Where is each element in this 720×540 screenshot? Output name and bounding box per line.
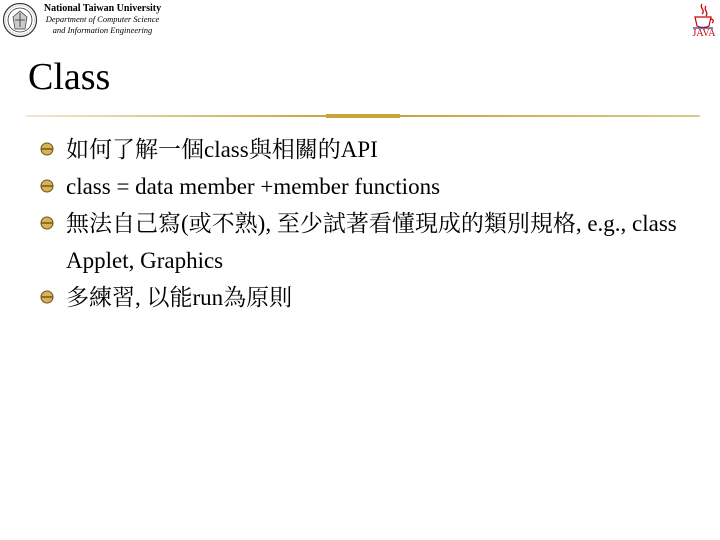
bullet-text: 多練習, 以能run為原則	[66, 285, 293, 310]
department-line-2: and Information Engineering	[52, 25, 153, 35]
bullet-text: 如何了解一個class與相關的API	[66, 137, 378, 162]
institution-header	[40, 3, 165, 36]
bullet-text: class = data member +member functions	[66, 174, 441, 199]
bullet-item-read-specs	[40, 205, 710, 279]
university-seal-icon	[2, 2, 38, 38]
bullet-item-understand-class	[40, 131, 710, 168]
bullet-icon	[40, 179, 54, 193]
bullet-text: 無法自己寫(或不熟), 至少試著看懂現成的類別規格, e.g., class Applet, Graphics	[66, 211, 677, 273]
bullet-item-practice	[40, 279, 710, 316]
title-divider	[26, 114, 700, 118]
bullet-item-class-definition	[40, 168, 710, 205]
slide-title: Class	[28, 56, 111, 98]
bullet-icon	[40, 216, 54, 230]
university-name: National Taiwan University	[43, 3, 162, 14]
java-logo-text: JAVA	[692, 28, 716, 39]
department-line-1: Department of Computer Science	[45, 14, 160, 24]
bullet-icon	[40, 142, 54, 156]
bullet-list	[40, 131, 710, 316]
bullet-icon	[40, 290, 54, 304]
